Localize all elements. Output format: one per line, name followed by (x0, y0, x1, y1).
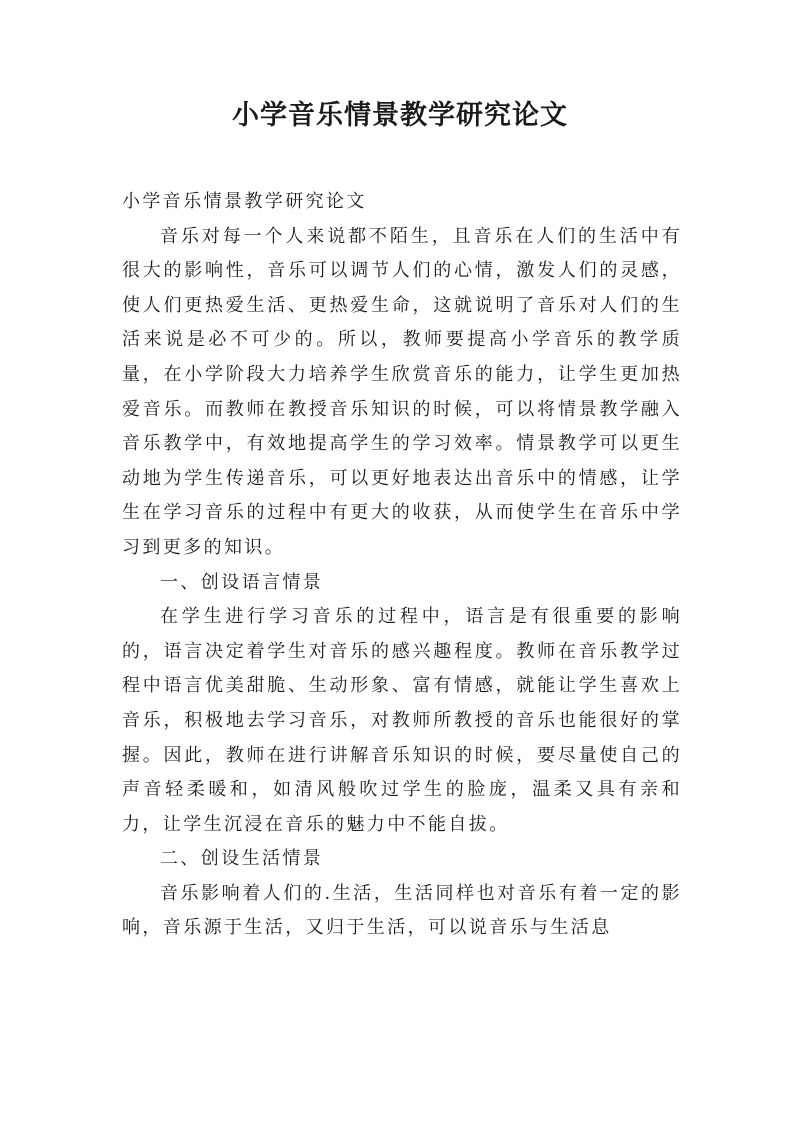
document-title: 小学音乐情景教学研究论文 (232, 100, 568, 131)
document-body (122, 185, 682, 946)
section-heading-life: 二、创设生活情景 (160, 848, 324, 870)
intro-paragraph: 音乐对每一个人来说都不陌生，且音乐在人们的生活中有很大的影响性，音乐可以调节人们的心情，激发人们的灵感，使人们更热爱生活、更热爱生命，这就说明了音乐对人们的生活来说是必不可少的。所以，教师要提高小学音乐的教学质量，在小学阶段大力培养学生欣赏音乐的能力，让学生更加热爱音乐。而教师在教授音乐知识的时候，可以将情景教学融入音乐教学中，有效地提高学生的学习效率。情景教学可以更生动地为学生传递音乐，可以更好地表达出音乐中的情感，让学生在学习音乐的过程中有更大的收获，从而使学生在音乐中学习到更多的知识。 (122, 225, 682, 558)
section-heading-language: 一、创设语言情景 (160, 571, 324, 593)
document-subtitle: 小学音乐情景教学研究论文 (122, 191, 367, 212)
section-body-language: 在学生进行学习音乐的过程中，语言是有很重要的影响的，语言决定着学生对音乐的感兴趣程度。教师在音乐教学过程中语言优美甜脆、生动形象、富有情感，就能让学生喜欢上音乐，积极地去学习音乐，对教师所教授的音乐也能很好的掌握。因此，教师在进行讲解音乐知识的时候，要尽量使自己的声音轻柔暖和，如清风般吹过学生的脸庞，温柔又具有亲和力，让学生沉浸在音乐的魅力中不能自拔。 (122, 606, 682, 835)
section-body-life: 音乐影响着人们的.生活，生活同样也对音乐有着一定的影响，音乐源于生活，又归于生活，可以说音乐与生活息 (122, 882, 682, 939)
